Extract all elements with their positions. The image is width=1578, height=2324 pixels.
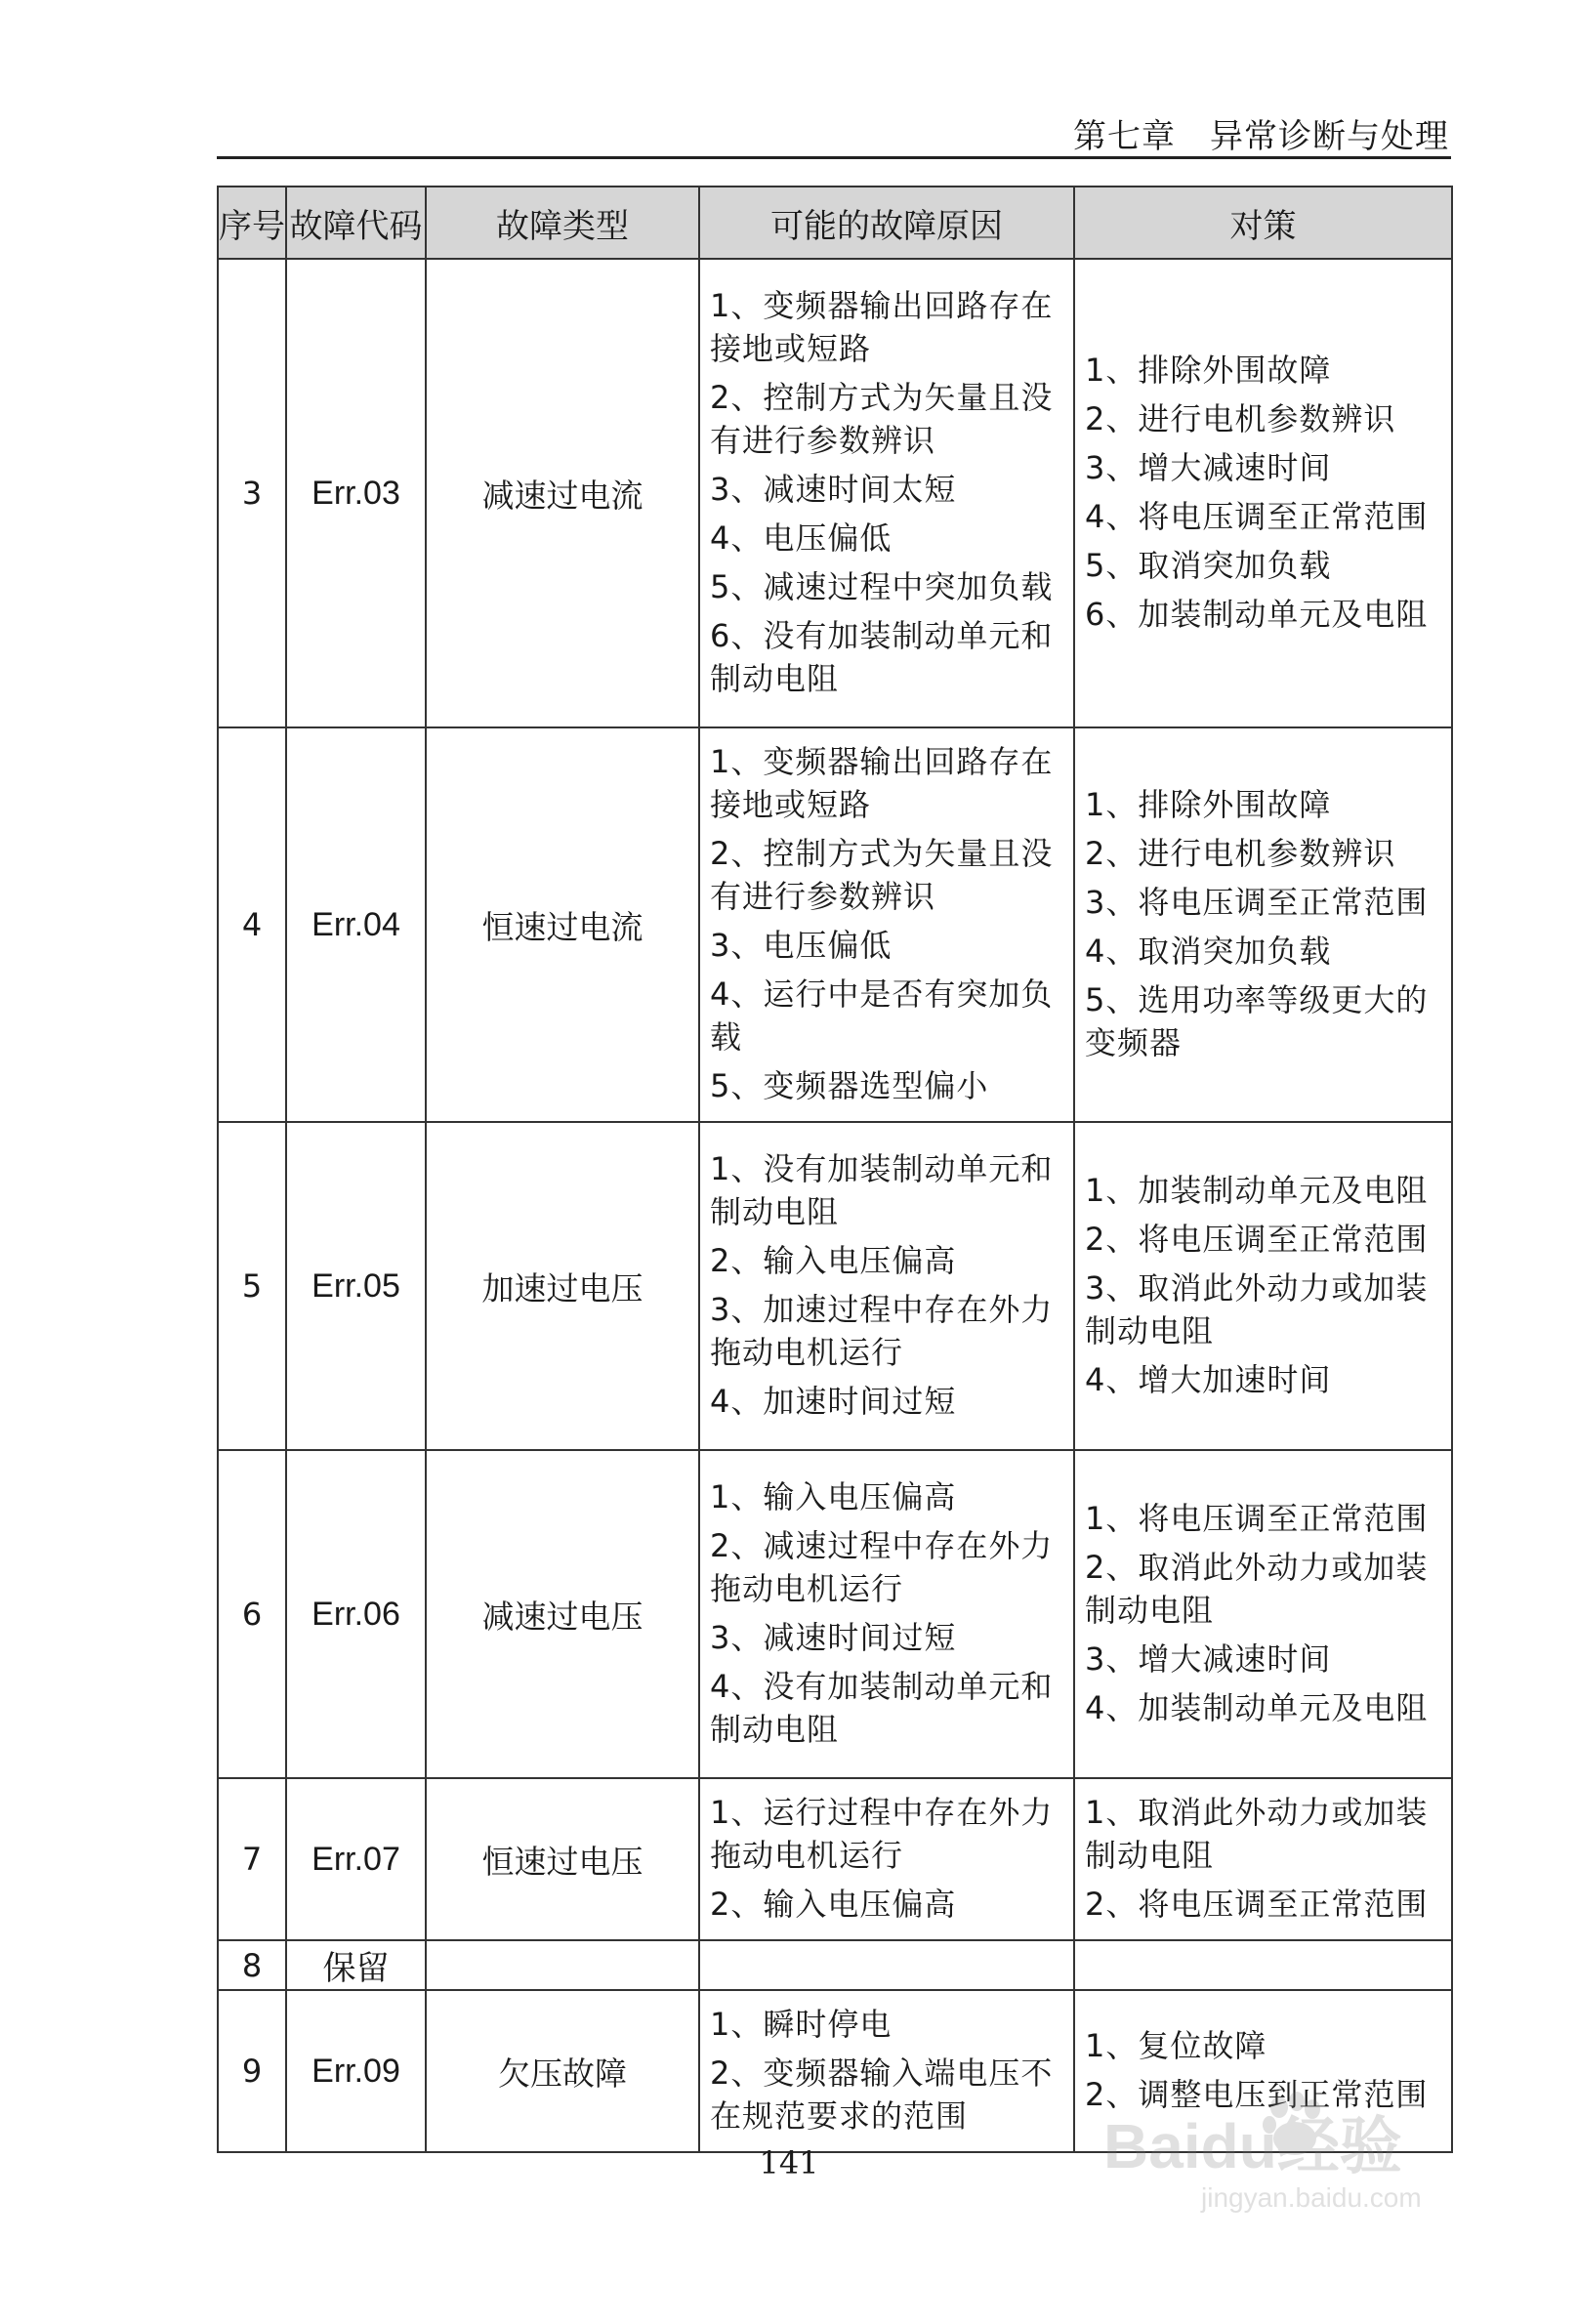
cause-item: 6、没有加装制动单元和制动电阻 bbox=[710, 617, 1054, 697]
row-causes bbox=[699, 1990, 1074, 2152]
col-header-measures: 对策 bbox=[1074, 187, 1452, 259]
cause-item: 1、变频器输出回路存在接地或短路 bbox=[710, 743, 1054, 823]
cause-item: 5、减速过程中突加负载 bbox=[710, 568, 1054, 605]
table-header-row bbox=[218, 187, 1452, 259]
row-fault-type bbox=[426, 1940, 699, 1990]
measure-item: 1、复位故障 bbox=[1085, 2027, 1267, 2064]
cause-item: 2、变频器输入端电压不在规范要求的范围 bbox=[710, 2054, 1054, 2135]
cause-item: 2、控制方式为矢量且没有进行参数辨识 bbox=[710, 379, 1054, 459]
fault-table bbox=[217, 186, 1453, 2153]
measure-item: 2、调整电压到正常范围 bbox=[1085, 2076, 1429, 2113]
cause-item: 4、加速时间过短 bbox=[710, 1383, 957, 1420]
col-header-seq: 序号 bbox=[218, 187, 286, 259]
measure-item: 4、加装制动单元及电阻 bbox=[1085, 1689, 1429, 1726]
row-fault-code: Err.09 bbox=[286, 1990, 426, 2152]
cause-item: 4、电压偏低 bbox=[710, 519, 893, 557]
row-fault-code: Err.06 bbox=[286, 1450, 426, 1778]
measure-item: 1、排除外围故障 bbox=[1085, 786, 1332, 823]
row-seq: 3 bbox=[218, 259, 286, 727]
watermark-url: jingyan.baidu.com bbox=[1201, 2182, 1422, 2213]
measure-item: 1、加装制动单元及电阻 bbox=[1085, 1172, 1429, 1209]
row-measures bbox=[1074, 259, 1452, 727]
cause-item: 2、输入电压偏高 bbox=[710, 1886, 957, 1923]
row-fault-type: 减速过电压 bbox=[426, 1450, 699, 1778]
measure-item: 5、取消突加负载 bbox=[1085, 547, 1332, 584]
row-measures bbox=[1074, 1778, 1452, 1940]
row-seq: 9 bbox=[218, 1990, 286, 2152]
cause-item: 1、运行过程中存在外力拖动电机运行 bbox=[710, 1794, 1054, 1874]
cause-item: 1、变频器输出回路存在接地或短路 bbox=[710, 287, 1054, 367]
measure-item: 4、增大加速时间 bbox=[1085, 1361, 1332, 1398]
measure-item: 4、将电压调至正常范围 bbox=[1085, 498, 1429, 535]
col-header-code: 故障代码 bbox=[286, 187, 426, 259]
measure-item: 1、将电压调至正常范围 bbox=[1085, 1500, 1429, 1537]
col-header-causes: 可能的故障原因 bbox=[699, 187, 1074, 259]
row-causes bbox=[699, 1450, 1074, 1778]
measure-item: 6、加装制动单元及电阻 bbox=[1085, 596, 1429, 633]
cause-item: 3、减速时间过短 bbox=[710, 1619, 957, 1656]
row-measures bbox=[1074, 1990, 1452, 2152]
measure-item: 3、增大减速时间 bbox=[1085, 1640, 1332, 1678]
row-measures bbox=[1074, 1122, 1452, 1450]
row-seq: 7 bbox=[218, 1778, 286, 1940]
table-row bbox=[218, 1940, 1452, 1990]
row-fault-code: Err.07 bbox=[286, 1778, 426, 1940]
watermark-brand: Baidu经验 bbox=[1103, 2111, 1402, 2181]
measure-item: 2、取消此外动力或加装制动电阻 bbox=[1085, 1549, 1429, 1629]
row-fault-type: 欠压故障 bbox=[426, 1990, 699, 2152]
cause-item: 1、瞬时停电 bbox=[710, 2006, 893, 2043]
measure-item: 2、进行电机参数辨识 bbox=[1085, 400, 1396, 437]
page-number: 141 bbox=[759, 2144, 819, 2181]
measure-item: 3、取消此外动力或加装制动电阻 bbox=[1085, 1269, 1429, 1349]
row-seq: 6 bbox=[218, 1450, 286, 1778]
cause-item: 3、电压偏低 bbox=[710, 927, 893, 964]
row-fault-code: Err.05 bbox=[286, 1122, 426, 1450]
row-causes bbox=[699, 1778, 1074, 1940]
row-fault-code: 保留 bbox=[286, 1940, 426, 1990]
measure-item: 2、将电压调至正常范围 bbox=[1085, 1221, 1429, 1258]
row-seq: 4 bbox=[218, 727, 286, 1122]
chapter-header bbox=[217, 105, 1451, 159]
measure-item: 4、取消突加负载 bbox=[1085, 933, 1332, 970]
row-measures bbox=[1074, 1940, 1452, 1990]
row-fault-type: 恒速过电流 bbox=[426, 727, 699, 1122]
cause-item: 1、输入电压偏高 bbox=[710, 1478, 957, 1515]
cause-item: 2、控制方式为矢量且没有进行参数辨识 bbox=[710, 835, 1054, 915]
measure-item: 3、增大减速时间 bbox=[1085, 449, 1332, 486]
row-causes bbox=[699, 259, 1074, 727]
measure-item: 5、选用功率等级更大的变频器 bbox=[1085, 981, 1429, 1061]
row-causes bbox=[699, 1940, 1074, 1990]
table-row bbox=[218, 259, 1452, 727]
row-fault-type: 加速过电压 bbox=[426, 1122, 699, 1450]
chapter-title: 第七章 异常诊断与处理 bbox=[1073, 117, 1449, 156]
row-fault-code: Err.04 bbox=[286, 727, 426, 1122]
measure-item: 1、取消此外动力或加装制动电阻 bbox=[1085, 1794, 1429, 1874]
row-measures bbox=[1074, 727, 1452, 1122]
row-measures bbox=[1074, 1450, 1452, 1778]
cause-item: 2、输入电压偏高 bbox=[710, 1242, 957, 1279]
table-row bbox=[218, 1778, 1452, 1940]
cause-item: 1、没有加装制动单元和制动电阻 bbox=[710, 1150, 1054, 1230]
row-causes bbox=[699, 727, 1074, 1122]
cause-item: 4、运行中是否有突加负载 bbox=[710, 975, 1054, 1056]
row-causes bbox=[699, 1122, 1074, 1450]
measure-item: 2、进行电机参数辨识 bbox=[1085, 835, 1396, 872]
row-fault-code: Err.03 bbox=[286, 259, 426, 727]
table-row bbox=[218, 1990, 1452, 2152]
table-row bbox=[218, 1450, 1452, 1778]
table-row bbox=[218, 1122, 1452, 1450]
row-fault-type: 减速过电流 bbox=[426, 259, 699, 727]
cause-item: 5、变频器选型偏小 bbox=[710, 1067, 989, 1104]
row-seq: 8 bbox=[218, 1940, 286, 1990]
cause-item: 3、加速过程中存在外力拖动电机运行 bbox=[710, 1291, 1054, 1371]
cause-item: 3、减速时间太短 bbox=[710, 471, 957, 508]
measure-item: 3、将电压调至正常范围 bbox=[1085, 884, 1429, 921]
row-seq: 5 bbox=[218, 1122, 286, 1450]
measure-item: 2、将电压调至正常范围 bbox=[1085, 1886, 1429, 1923]
cause-item: 2、减速过程中存在外力拖动电机运行 bbox=[710, 1527, 1054, 1607]
row-fault-type: 恒速过电压 bbox=[426, 1778, 699, 1940]
table-row bbox=[218, 727, 1452, 1122]
measure-item: 1、排除外围故障 bbox=[1085, 352, 1332, 389]
col-header-type: 故障类型 bbox=[426, 187, 699, 259]
cause-item: 4、没有加装制动单元和制动电阻 bbox=[710, 1668, 1054, 1748]
